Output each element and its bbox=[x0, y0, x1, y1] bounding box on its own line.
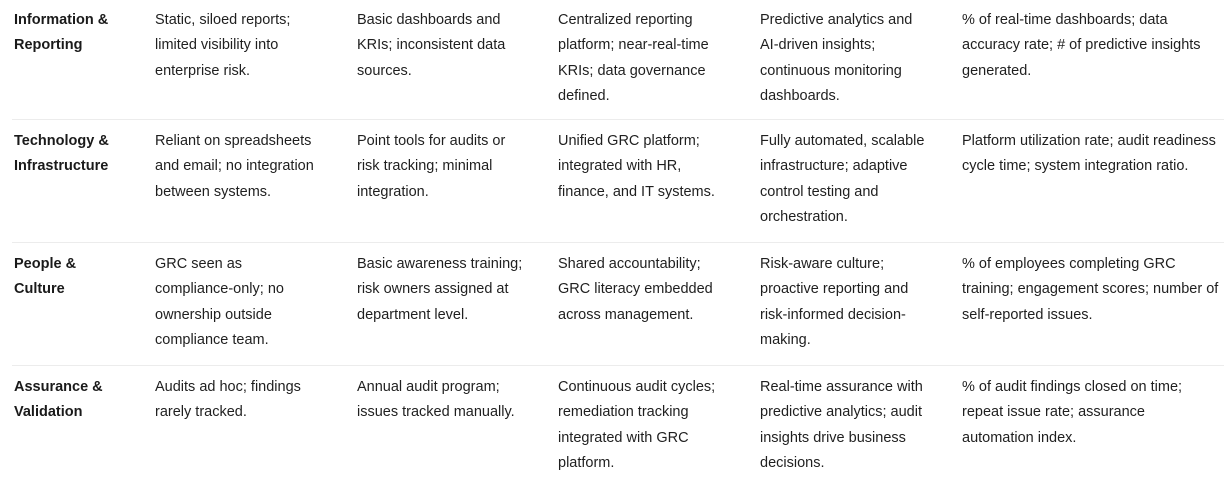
cell-line: Reliant on spreadsheets bbox=[155, 133, 312, 149]
cell-line: proactive reporting and bbox=[760, 281, 909, 298]
table-row bbox=[12, 366, 1224, 482]
cell-line: % of real-time dashboards; data bbox=[962, 12, 1168, 28]
table-row bbox=[12, 243, 1224, 366]
cell-line: department level. bbox=[357, 306, 469, 323]
cell-line: making. bbox=[760, 331, 811, 348]
row-header bbox=[12, 8, 155, 59]
table-row bbox=[12, 120, 1224, 243]
cell-line: ownership outside bbox=[155, 306, 272, 323]
cell-line: People & bbox=[14, 256, 77, 272]
cell-line: Continuous audit cycles; bbox=[558, 379, 716, 395]
cell-line: enterprise risk. bbox=[155, 62, 251, 79]
cell-line: rarely tracked. bbox=[155, 404, 247, 421]
cell-line: Annual audit program; bbox=[357, 379, 500, 395]
table-cell bbox=[558, 8, 760, 109]
cell-line: cycle time; system integration ratio. bbox=[962, 158, 1189, 175]
cell-line: Infrastructure bbox=[14, 158, 109, 175]
cell-line: training; engagement scores; number of bbox=[962, 281, 1219, 298]
row-header bbox=[12, 375, 155, 426]
cell-line: Basic awareness training; bbox=[357, 256, 523, 272]
cell-line: insights drive business bbox=[760, 429, 906, 446]
cell-line: predictive analytics; audit bbox=[760, 404, 922, 421]
cell-line: defined. bbox=[558, 87, 610, 104]
cell-line: generated. bbox=[962, 62, 1032, 79]
cell-line: between systems. bbox=[155, 183, 272, 200]
cell-line: integrated with HR, bbox=[558, 158, 682, 175]
cell-line: orchestration. bbox=[760, 208, 848, 225]
table-cell bbox=[155, 8, 357, 84]
table-cell bbox=[155, 129, 357, 205]
cell-line: Technology & bbox=[14, 133, 109, 149]
metrics-cell bbox=[962, 252, 1224, 328]
cell-line: platform; near-real-time bbox=[558, 37, 709, 54]
cell-line: risk tracking; minimal bbox=[357, 158, 493, 175]
table-cell bbox=[558, 252, 760, 328]
cell-line: Reporting bbox=[14, 37, 83, 54]
table-cell bbox=[558, 375, 760, 476]
cell-line: compliance team. bbox=[155, 331, 269, 348]
cell-line: % of audit findings closed on time; bbox=[962, 379, 1183, 395]
cell-line: Real-time assurance with bbox=[760, 379, 923, 395]
cell-line: decisions. bbox=[760, 454, 825, 471]
cell-line: compliance-only; no bbox=[155, 281, 284, 298]
metrics-cell bbox=[962, 129, 1224, 180]
cell-line: Predictive analytics and bbox=[760, 12, 913, 28]
cell-line: infrastructure; adaptive bbox=[760, 158, 908, 175]
cell-line: Platform utilization rate; audit readiness bbox=[962, 133, 1216, 149]
table-cell bbox=[357, 8, 558, 84]
cell-line: KRIs; data governance bbox=[558, 62, 706, 79]
cell-line: Information & bbox=[14, 12, 109, 28]
cell-line: accuracy rate; # of predictive insights bbox=[962, 37, 1201, 54]
cell-line: GRC literacy embedded bbox=[558, 281, 713, 298]
cell-line: continuous monitoring bbox=[760, 62, 902, 79]
cell-line: across management. bbox=[558, 306, 694, 323]
cell-line: Fully automated, scalable bbox=[760, 133, 925, 149]
table-cell bbox=[357, 129, 558, 205]
cell-line: risk owners assigned at bbox=[357, 281, 509, 298]
row-header bbox=[12, 252, 155, 303]
table-cell bbox=[760, 8, 962, 109]
cell-line: risk-informed decision- bbox=[760, 306, 906, 323]
cell-line: and email; no integration bbox=[155, 158, 314, 175]
cell-line: KRIs; inconsistent data bbox=[357, 37, 506, 54]
metrics-cell bbox=[962, 375, 1224, 451]
cell-line: Validation bbox=[14, 404, 83, 421]
table-cell bbox=[760, 129, 962, 230]
table-row bbox=[12, 0, 1224, 120]
cell-line: automation index. bbox=[962, 429, 1077, 446]
cell-line: repeat issue rate; assurance bbox=[962, 404, 1145, 421]
cell-line: Basic dashboards and bbox=[357, 12, 501, 28]
cell-line: Culture bbox=[14, 281, 65, 298]
cell-line: Audits ad hoc; findings bbox=[155, 379, 301, 395]
cell-line: Point tools for audits or bbox=[357, 133, 506, 149]
table-cell bbox=[760, 252, 962, 353]
cell-line: finance, and IT systems. bbox=[558, 183, 715, 200]
cell-line: integrated with GRC bbox=[558, 429, 689, 446]
cell-line: Risk-aware culture; bbox=[760, 256, 885, 272]
cell-line: GRC seen as bbox=[155, 256, 243, 272]
metrics-cell bbox=[962, 8, 1224, 84]
table-cell bbox=[155, 375, 357, 426]
cell-line: self-reported issues. bbox=[962, 306, 1093, 323]
cell-line: remediation tracking bbox=[558, 404, 689, 421]
cell-line: Shared accountability; bbox=[558, 256, 701, 272]
cell-line: limited visibility into bbox=[155, 37, 279, 54]
cell-line: Static, siloed reports; bbox=[155, 12, 291, 28]
cell-line: Assurance & bbox=[14, 379, 103, 395]
cell-line: control testing and bbox=[760, 183, 879, 200]
cell-line: sources. bbox=[357, 62, 412, 79]
cell-line: Unified GRC platform; bbox=[558, 133, 700, 149]
table-cell bbox=[558, 129, 760, 205]
cell-line: issues tracked manually. bbox=[357, 404, 515, 421]
table-cell bbox=[357, 375, 558, 426]
cell-line: integration. bbox=[357, 183, 429, 200]
cell-line: % of employees completing GRC bbox=[962, 256, 1176, 272]
cell-line: platform. bbox=[558, 454, 615, 471]
row-header bbox=[12, 129, 155, 180]
table-cell bbox=[155, 252, 357, 353]
cell-line: AI-driven insights; bbox=[760, 37, 876, 54]
cell-line: dashboards. bbox=[760, 87, 840, 104]
table-cell bbox=[760, 375, 962, 476]
table-cell bbox=[357, 252, 558, 328]
cell-line: Centralized reporting bbox=[558, 12, 693, 28]
